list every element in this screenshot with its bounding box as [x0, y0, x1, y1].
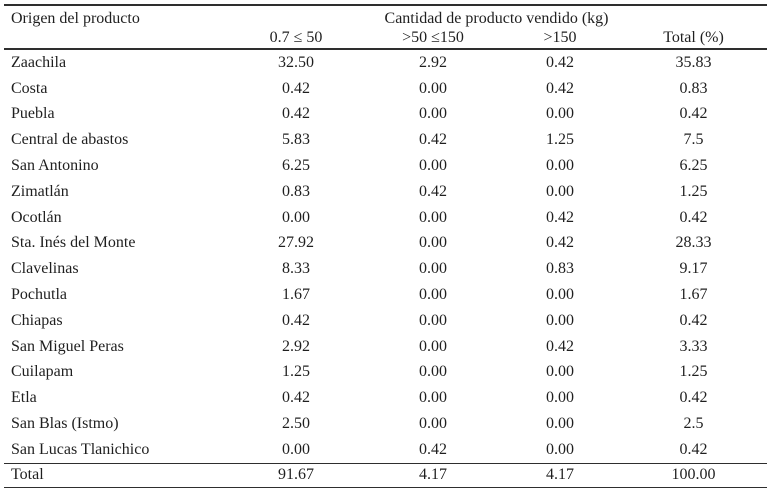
total-value-cell: 100.00	[620, 463, 767, 488]
value-cell: 0.42	[679, 208, 708, 226]
subheader-range-over-150: >150	[500, 28, 620, 49]
value-cell: 0.00	[546, 415, 574, 433]
value-cell: 1.67	[282, 286, 310, 304]
value-cell: 0.00	[546, 286, 574, 304]
table-row	[4, 385, 767, 411]
origin-cell: Etla	[11, 389, 37, 407]
value-cell: 27.92	[278, 234, 314, 252]
value-cell: 0.83	[679, 79, 708, 97]
value-cell: 0.00	[419, 105, 447, 123]
total-value-cell: 91.67	[226, 463, 366, 488]
value-cell: 0.42	[419, 182, 447, 200]
origin-cell: San Lucas Tlanichico	[11, 440, 150, 458]
table-header	[4, 5, 767, 49]
value-cell: 1.25	[546, 131, 574, 149]
value-cell: 0.00	[419, 79, 447, 97]
empty-header-cell	[4, 28, 226, 49]
value-cell: 7.5	[683, 131, 704, 149]
value-cell: 0.00	[546, 105, 574, 123]
sub-header-row	[4, 28, 767, 49]
value-cell: 0.42	[419, 440, 447, 458]
table-body	[4, 49, 767, 463]
value-cell: 0.42	[679, 311, 708, 329]
table-row	[4, 334, 767, 360]
table-row	[4, 437, 767, 463]
origin-cell: San Miguel Peras	[11, 337, 124, 355]
subheader-range-50-to-150: >50 ≤150	[366, 28, 500, 49]
value-cell: 0.42	[679, 105, 708, 123]
value-cell: 6.25	[282, 157, 310, 175]
origin-cell: Puebla	[11, 105, 55, 123]
value-cell: 0.42	[282, 311, 310, 329]
table-row	[4, 76, 767, 102]
value-cell: 9.17	[679, 260, 708, 278]
origin-cell: Zaachila	[11, 53, 67, 71]
value-cell: 8.33	[282, 260, 310, 278]
value-cell: 0.42	[546, 234, 574, 252]
value-cell: 6.25	[679, 157, 708, 175]
value-cell: 35.83	[675, 53, 712, 71]
value-cell: 1.25	[679, 363, 708, 381]
table-row	[4, 360, 767, 386]
table-row	[4, 102, 767, 128]
value-cell: 1.25	[679, 182, 708, 200]
value-cell: 0.42	[282, 79, 310, 97]
table-row	[4, 153, 767, 179]
value-cell: 0.00	[419, 363, 447, 381]
value-cell: 0.00	[546, 440, 574, 458]
subheader-total-percent: Total (%)	[620, 28, 767, 49]
value-cell: 0.00	[419, 311, 447, 329]
value-cell: 0.42	[282, 389, 310, 407]
value-cell: 0.00	[419, 157, 447, 175]
origin-cell: Costa	[11, 79, 48, 97]
value-cell: 5.83	[282, 131, 310, 149]
value-cell: 0.00	[282, 440, 310, 458]
value-cell: 0.83	[282, 182, 310, 200]
value-cell: 0.00	[419, 415, 447, 433]
origin-cell: Cuilapam	[11, 363, 74, 381]
value-cell: 0.00	[546, 157, 574, 175]
origin-cell: Clavelinas	[11, 260, 79, 278]
quantity-group-header: Cantidad de producto vendido (kg)	[384, 10, 609, 27]
value-cell: 0.42	[679, 440, 708, 458]
origin-cell: Sta. Inés del Monte	[11, 234, 136, 252]
value-cell: 0.42	[546, 79, 574, 97]
origin-cell: San Antonino	[11, 157, 99, 175]
group-header-row	[4, 5, 767, 28]
value-cell: 0.00	[546, 182, 574, 200]
value-cell: 0.00	[419, 260, 447, 278]
value-cell: 2.92	[419, 53, 447, 71]
value-cell: 0.42	[679, 389, 708, 407]
value-cell: 0.00	[546, 389, 574, 407]
value-cell: 0.42	[546, 337, 574, 355]
origin-cell: Pochutla	[11, 286, 67, 304]
value-cell: 1.67	[679, 286, 708, 304]
value-cell: 0.42	[419, 131, 447, 149]
value-cell: 3.33	[679, 337, 708, 355]
table-row	[4, 256, 767, 282]
value-cell: 0.00	[419, 389, 447, 407]
value-cell: 0.00	[419, 208, 447, 226]
origin-column-header: Origen del producto	[11, 10, 140, 27]
value-cell: 0.00	[419, 337, 447, 355]
origin-cell: Chiapas	[11, 311, 63, 329]
value-cell: 0.42	[282, 105, 310, 123]
table-row	[4, 179, 767, 205]
table-row	[4, 205, 767, 231]
value-cell: 0.00	[546, 363, 574, 381]
table-row	[4, 231, 767, 257]
origin-cell: Ocotlán	[11, 208, 62, 226]
value-cell: 0.00	[419, 234, 447, 252]
value-cell: 0.42	[546, 208, 574, 226]
value-cell: 0.83	[546, 260, 574, 278]
value-cell: 0.00	[282, 208, 310, 226]
table-footer	[4, 463, 767, 488]
product-origin-quantity-table	[4, 4, 767, 488]
origin-cell: San Blas (Istmo)	[11, 415, 119, 433]
total-label-cell: Total	[4, 463, 226, 488]
table-row	[4, 308, 767, 334]
origin-cell: Central de abastos	[11, 131, 129, 149]
total-row	[4, 463, 767, 488]
table-row	[4, 49, 767, 76]
value-cell: 0.00	[419, 286, 447, 304]
table-row	[4, 411, 767, 437]
value-cell: 0.42	[546, 53, 574, 71]
value-cell: 2.92	[282, 337, 310, 355]
table-row	[4, 127, 767, 153]
value-cell: 28.33	[675, 234, 712, 252]
value-cell: 32.50	[278, 53, 314, 71]
total-value-cell: 4.17	[500, 463, 620, 488]
value-cell: 1.25	[282, 363, 310, 381]
value-cell: 2.5	[683, 415, 704, 433]
value-cell: 2.50	[282, 415, 310, 433]
table-row	[4, 282, 767, 308]
subheader-range-0-7-to-50: 0.7 ≤ 50	[226, 28, 366, 49]
total-value-cell: 4.17	[366, 463, 500, 488]
value-cell: 0.00	[546, 311, 574, 329]
origin-cell: Zimatlán	[11, 182, 69, 200]
